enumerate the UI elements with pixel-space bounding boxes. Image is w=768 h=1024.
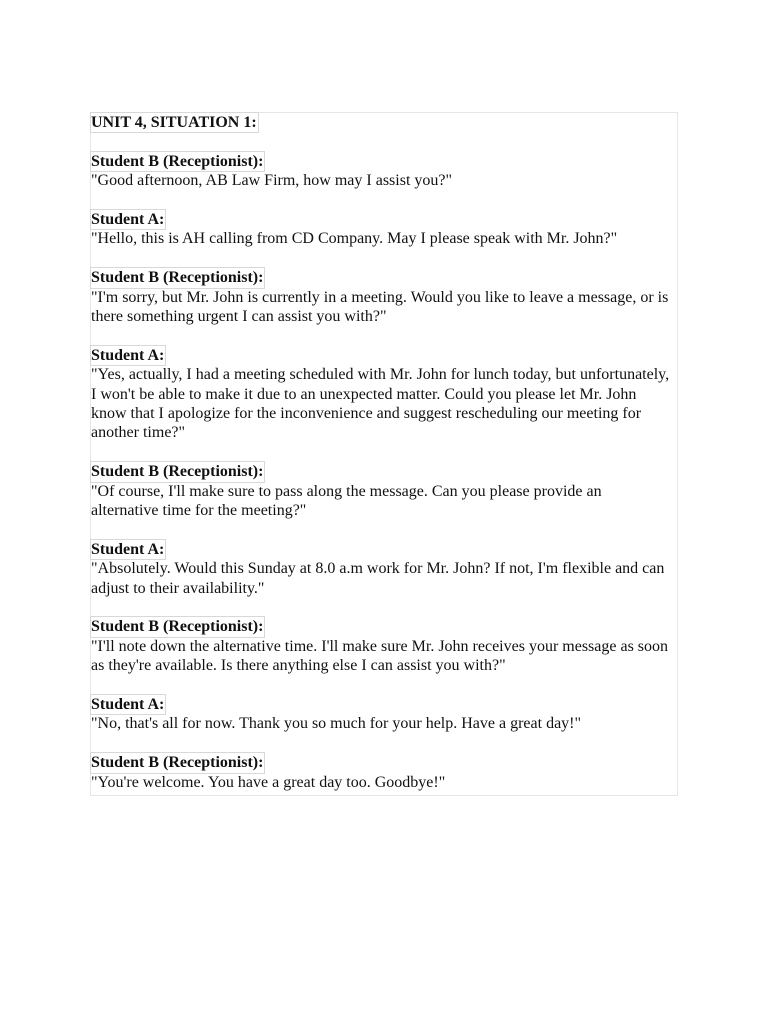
dialogue-turn xyxy=(91,346,671,443)
speaker-label: Student B (Receptionist): xyxy=(91,754,264,772)
dialogue-turn xyxy=(91,695,671,734)
dialogue-line: "You're welcome. You have a great day too. Goodbye!" xyxy=(91,773,446,791)
dialogue-turn xyxy=(91,210,671,249)
dialogue-turn xyxy=(91,268,671,326)
dialogue-line: "No, that's all for now. Thank you so much for your help. Have a great day!" xyxy=(91,715,582,733)
speaker-label: Student B (Receptionist): xyxy=(91,269,264,287)
speaker-label: Student A: xyxy=(91,211,165,228)
dialogue-turn xyxy=(91,753,671,792)
dialogue-line: "Yes, actually, I had a meeting scheduled with Mr. John for lunch today, but unfortunately, I won't be able to make it due to an unexpected matter. Could you please let Mr. John know that I apologize for the inconvenience and suggest rescheduling our meeting for another time?" xyxy=(91,366,670,442)
dialogue-turn xyxy=(91,152,671,191)
dialogue-line: "Absolutely. Would this Sunday at 8.0 a.m work for Mr. John? If not, I'm flexible and can adjust to their availability." xyxy=(91,560,665,597)
dialogue-turn xyxy=(91,617,671,675)
dialogue-turn xyxy=(91,540,671,598)
speaker-label: Student A: xyxy=(91,696,165,714)
dialogue-line: "Of course, I'll make sure to pass along the message. Can you please provide an alternative time for the meeting?" xyxy=(91,482,602,520)
dialogue-line: "I'm sorry, but Mr. John is currently in a meeting. Would you like to leave a message, or is there something urgent I can assist you with?" xyxy=(91,288,669,326)
speaker-label: Student A: xyxy=(91,346,165,364)
speaker-label: Student B (Receptionist): xyxy=(91,618,264,636)
speaker-label: Student B (Receptionist): xyxy=(91,152,264,170)
dialogue-turn xyxy=(91,462,671,520)
unit-title: UNIT 4, SITUATION 1: xyxy=(91,114,257,131)
speaker-label: Student B (Receptionist): xyxy=(91,463,264,481)
speaker-label: Student A: xyxy=(91,540,165,558)
dialogue-line: "I'll note down the alternative time. I'll make sure Mr. John receives your message as soon as they're available. Is there anything else I can assist you with?" xyxy=(91,637,669,675)
dialogue-content xyxy=(91,113,671,792)
dialogue-line: "Good afternoon, AB Law Firm, how may I assist you?" xyxy=(91,172,453,190)
dialogue-line: "Hello, this is AH calling from CD Company. May I please speak with Mr. John?" xyxy=(91,230,618,248)
